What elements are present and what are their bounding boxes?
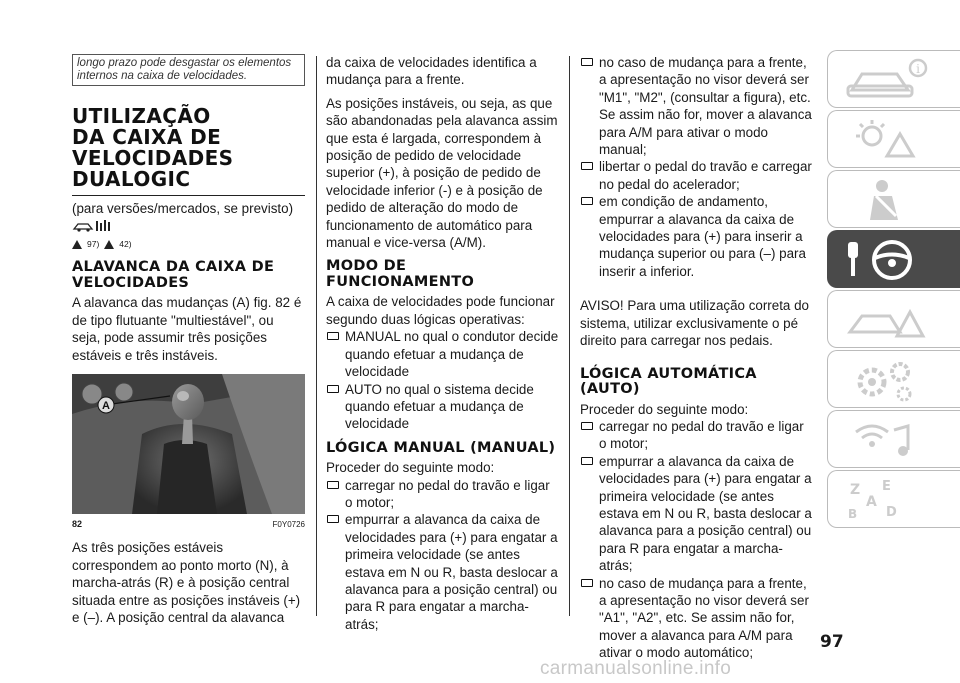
car-version-icon (72, 219, 116, 233)
title-rule (72, 195, 305, 196)
index-icon (842, 476, 932, 524)
list-item (580, 418, 813, 453)
svg-text:A: A (866, 494, 877, 510)
maintenance-icon (842, 356, 932, 404)
list-item (326, 511, 559, 633)
list-item (580, 453, 813, 575)
emergency-icon (842, 296, 932, 344)
section-title-mode: MODO DE FUNCIONAMENTO (326, 258, 475, 290)
list-item-text: empurrar a alavanca da caixa de velocidades para (+) para engatar a primeira velocidade (se antes estava em N ou R, basta deslocar a alavanca para a posição central) ou para R para engatar a marcha-atrás; (345, 512, 558, 632)
list-item-text: no caso de mudança para a frente, a apresentação no visor deverá ser "A1", "A2", etc. Se assim não for, mover a alavanca para A/M para ativar o modo automático; (599, 575, 809, 661)
page-number: 97 (820, 632, 844, 652)
lever-paragraph: A alavanca das mudanças (A) fig. 82 é de tipo flutuante "multiestável", ou seja, pode assumir três posições estáveis e três instáveis. (72, 295, 302, 363)
column-divider (569, 56, 570, 616)
list-item (580, 158, 813, 193)
bullet-icon (581, 58, 593, 66)
list-item (326, 381, 559, 433)
note-text: longo prazo pode desgastar os elementos internos na caixa de velocidades. (77, 57, 292, 82)
tab-seat-safety[interactable] (827, 170, 960, 228)
attention-ref: 42) (119, 238, 132, 249)
bullet-icon (581, 197, 593, 205)
continuation-paragraph: da caixa de velocidades identifica a mudança para a frente. (326, 55, 537, 88)
watermark: carmanualsonline.info (540, 658, 732, 679)
list-item-text: em condição de andamento, empurrar a alavanca da caixa de velocidades para (+) para inserir a mudança superior ou para (–) para inserir a inferior. (599, 194, 806, 279)
bullet-icon (327, 332, 339, 340)
main-title-line: UTILIZAÇÃO (72, 104, 211, 128)
warning-paragraph: AVISO! Para uma utilização correta do sistema, utilizar exclusivamente o pé direito para carregar nos pedais. (580, 298, 809, 349)
if-provided-text: (para versões/mercados, se previsto) (72, 201, 294, 216)
attention-triangle-icon (104, 240, 114, 249)
list-item (326, 328, 559, 380)
column-2 (326, 54, 559, 633)
mode-desc: no qual o condutor decide quando efetuar a mudança de velocidade (345, 329, 559, 380)
tab-steering-key[interactable] (827, 230, 960, 288)
figure-number: 82 (72, 519, 83, 530)
mode-desc: no qual o sistema decide quando efetuar a mudança de velocidade (345, 381, 534, 432)
tab-warning-lights[interactable] (827, 110, 960, 168)
note-box (72, 54, 305, 86)
svg-text:D: D (886, 505, 897, 520)
version-icon (72, 219, 305, 234)
tab-multimedia[interactable] (827, 410, 960, 468)
section-title-auto: LÓGICA AUTOMÁTICA (AUTO) (580, 365, 757, 397)
figure-code: F0Y0726 (272, 520, 305, 530)
tab-index[interactable] (827, 470, 960, 528)
column-3 (580, 54, 813, 662)
mode-term: AUTO (345, 381, 382, 397)
figure-callout-a: A (102, 400, 110, 413)
list-item (580, 54, 813, 158)
bullet-icon (327, 385, 339, 393)
warning-ref: 97) (87, 238, 100, 249)
seat-safety-icon (842, 176, 932, 224)
gear-lever-figure (72, 374, 305, 514)
stable-positions-paragraph: As três posições estáveis correspondem ao ponto morto (N), à marcha-atrás (R) e à posição central situada entre as posições instáveis (+) e (–). A posição central da alavanca (72, 540, 301, 626)
column-divider (316, 56, 317, 616)
section-title-lever: ALAVANCA DA CAIXA DE VELOCIDADES (72, 259, 275, 291)
mode-term: MANUAL (345, 329, 401, 345)
manual-intro: Proceder do seguinte modo: (326, 460, 495, 476)
list-item-text: carregar no pedal do travão e ligar o motor; (599, 418, 804, 452)
svg-text:Z: Z (850, 482, 861, 498)
bullet-icon (581, 457, 593, 465)
bullet-icon (581, 579, 593, 587)
main-title (72, 106, 305, 190)
svg-text:E: E (882, 479, 891, 494)
tab-emergency[interactable] (827, 290, 960, 348)
list-item-text: libertar o pedal do travão e carregar no pedal do acelerador; (599, 159, 812, 192)
list-item-text: no caso de mudança para a frente, a apresentação no visor deverá ser "M1", "M2", (consultar a figura), etc. Se assim não for, mover a alavanca para A/M para ativar o modo manual; (599, 55, 812, 158)
main-title-line: DUALOGIC (72, 167, 191, 191)
gear-lever-illustration (72, 374, 305, 514)
list-item (326, 477, 559, 512)
bullet-icon (327, 481, 339, 489)
tab-maintenance[interactable] (827, 350, 960, 408)
chapter-tabs (827, 50, 960, 530)
list-item-text: carregar no pedal do travão e ligar o motor; (345, 477, 550, 511)
list-item (580, 575, 813, 662)
bullet-icon (581, 162, 593, 170)
unstable-positions-paragraph: As posições instáveis, ou seja, as que são abandonadas pela alavanca assim que esta é largada, correspondem à posição de pedido de velocidade superior (+), à posição de pedido de velocidade inferior (-) e à posição de pedido de alteração do modo de funcionamento de automático para manual e vice-versa (A/M). (326, 95, 558, 251)
section-title-manual: LÓGICA MANUAL (MANUAL) (326, 439, 556, 456)
bullet-icon (327, 515, 339, 523)
list-item (580, 193, 813, 280)
column-1 (72, 54, 305, 626)
warning-refs (72, 236, 305, 252)
warning-lights-icon (842, 116, 932, 164)
main-title-line: VELOCIDADES (72, 146, 234, 170)
figure-caption (72, 516, 305, 533)
auto-intro: Proceder do seguinte modo: (580, 401, 749, 417)
multimedia-icon (842, 416, 932, 464)
tab-car-info[interactable] (827, 50, 960, 108)
svg-text:i: i (916, 62, 920, 76)
mode-intro: A caixa de velocidades pode funcionar segundo duas lógicas operativas: (326, 294, 555, 327)
svg-text:B: B (848, 507, 858, 521)
steering-wheel-key-icon (842, 236, 932, 284)
list-item-text: empurrar a alavanca da caixa de velocidades para (+) para engatar a primeira velocidade (se antes estava em N ou R, basta deslocar a alavanca para a posição central) ou para R para engatar a marcha-atrás; (599, 453, 812, 574)
bullet-icon (581, 422, 593, 430)
warning-triangle-icon (72, 240, 82, 249)
car-info-icon (842, 56, 932, 104)
main-title-line: DA CAIXA DE (72, 125, 222, 149)
